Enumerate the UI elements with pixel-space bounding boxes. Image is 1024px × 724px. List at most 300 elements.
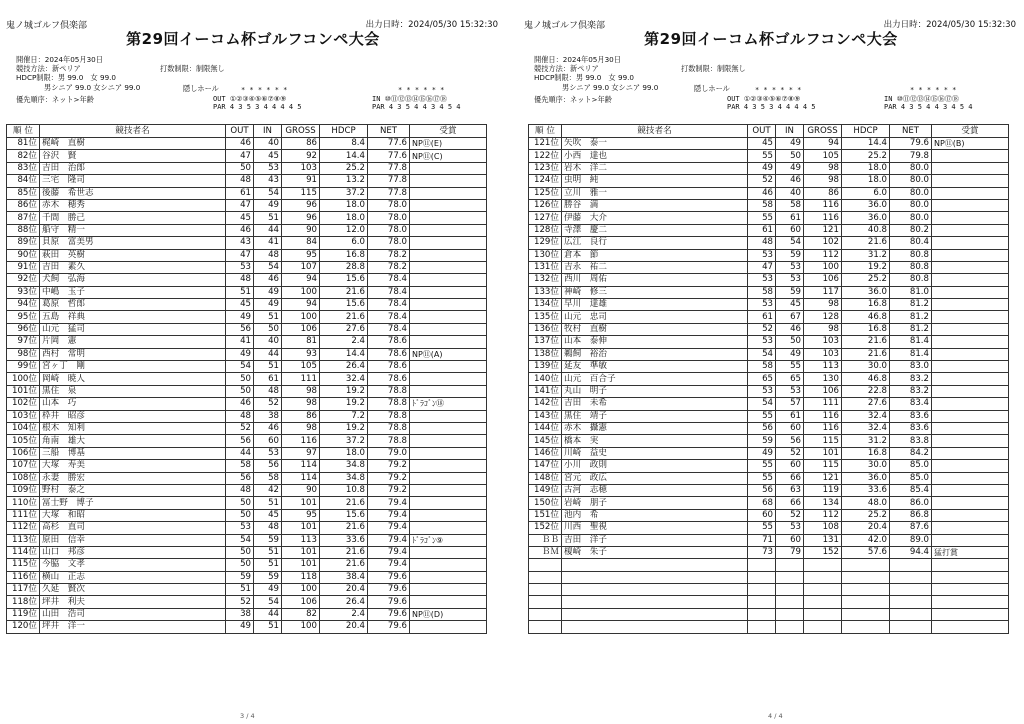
net-cell: 79.8 [890, 150, 932, 162]
name-cell: 山田 浩司 [40, 608, 226, 620]
empty-cell [562, 621, 748, 633]
net-cell: 94.4 [890, 546, 932, 558]
rank-cell: 85位 [7, 187, 40, 199]
hdcp-cell: 2.4 [320, 608, 368, 620]
name-cell: 橋本 実 [562, 435, 748, 447]
in-cell: 60 [776, 224, 804, 236]
out-cell: 49 [226, 621, 254, 633]
in-cell: 59 [776, 249, 804, 261]
net-cell: 77.6 [368, 138, 410, 150]
empty-cell [890, 559, 932, 571]
empty-cell [776, 596, 804, 608]
hdcp-cell: 8.4 [320, 138, 368, 150]
gross-cell: 100 [804, 261, 842, 273]
rank-cell: 88位 [7, 224, 40, 236]
rank-cell: 150位 [529, 497, 562, 509]
gross-cell: 100 [282, 584, 320, 596]
out-cell: 41 [226, 336, 254, 348]
award-cell [932, 398, 1009, 410]
rank-cell: 112位 [7, 522, 40, 534]
in-cell: 63 [776, 484, 804, 496]
in-cell: 48 [254, 249, 282, 261]
award-cell [410, 261, 487, 273]
rank-cell: 113位 [7, 534, 40, 546]
in-cell: 55 [776, 361, 804, 373]
hdcp-cell: 21.6 [320, 522, 368, 534]
in-cell: 54 [776, 237, 804, 249]
in-cell: 49 [254, 299, 282, 311]
net-cell: 79.2 [368, 484, 410, 496]
header-gross: GROSS [282, 125, 320, 138]
empty-cell [804, 584, 842, 596]
hdcp-cell: 30.0 [842, 460, 890, 472]
empty-cell [932, 571, 1009, 583]
name-cell: 寺澤 慶二 [562, 224, 748, 236]
rank-cell: 102位 [7, 398, 40, 410]
in-cell: 45 [254, 150, 282, 162]
empty-cell [932, 608, 1009, 620]
hdcp-cell: 18.0 [320, 212, 368, 224]
empty-cell [842, 584, 890, 596]
gross-cell: 113 [804, 361, 842, 373]
gross-cell: 111 [282, 373, 320, 385]
net-cell: 79.4 [368, 522, 410, 534]
net-cell: 79.4 [368, 509, 410, 521]
out-cell: 48 [226, 274, 254, 286]
table-row [7, 571, 487, 583]
award-cell [932, 385, 1009, 397]
table-row [529, 361, 1009, 373]
out-cell: 55 [748, 472, 776, 484]
priority-order: 優先順序：ネット>年齢 [534, 94, 612, 104]
gross-cell: 130 [804, 373, 842, 385]
hdcp-cell: 18.0 [320, 199, 368, 211]
out-cell: 52 [226, 422, 254, 434]
table-row [529, 286, 1009, 298]
results-body [529, 138, 1009, 634]
name-cell: 高杉 直司 [40, 522, 226, 534]
out-cell: 49 [748, 162, 776, 174]
out-cell: 71 [748, 534, 776, 546]
empty-cell [529, 621, 562, 633]
empty-cell [776, 608, 804, 620]
table-row [7, 410, 487, 422]
net-cell: 77.8 [368, 175, 410, 187]
award-cell [932, 286, 1009, 298]
hdcp-cell: 32.4 [842, 422, 890, 434]
in-cell: 46 [254, 274, 282, 286]
name-cell: 坪井 利夫 [40, 596, 226, 608]
hdcp-cell: 21.6 [842, 336, 890, 348]
award-cell [932, 323, 1009, 335]
gross-cell: 121 [804, 472, 842, 484]
gross-cell: 100 [282, 621, 320, 633]
hdcp-limit-senior: 男シニア 99.0 女シニア 99.0 [44, 82, 141, 92]
output-datetime: 出力日時：2024/05/30 15:32:30 [365, 20, 498, 30]
gross-cell: 116 [804, 212, 842, 224]
award-cell: NP⑪(B) [932, 138, 1009, 150]
table-row [529, 224, 1009, 236]
out-par: PAR 4 3 5 3 4 4 4 4 5 [727, 103, 816, 112]
out-cell: 60 [748, 509, 776, 521]
hdcp-cell: 25.2 [842, 150, 890, 162]
hdcp-cell: 27.6 [842, 398, 890, 410]
award-cell: ﾄﾞﾗｺﾞﾝ⑱ [410, 398, 487, 410]
name-cell: 梶崎 直樹 [40, 138, 226, 150]
hdcp-cell: 37.2 [320, 435, 368, 447]
award-cell [932, 373, 1009, 385]
in-cell: 57 [776, 398, 804, 410]
event-date: 開催日：2024年05月30日 [16, 55, 103, 64]
rank-cell: 86位 [7, 199, 40, 211]
hdcp-cell: 20.4 [842, 522, 890, 534]
empty-cell [562, 608, 748, 620]
table-row [529, 274, 1009, 286]
in-cell: 45 [776, 299, 804, 311]
name-cell: 吉田 治郎 [40, 162, 226, 174]
net-cell: 79.0 [368, 447, 410, 459]
out-cell: 56 [748, 422, 776, 434]
net-cell: 79.6 [368, 596, 410, 608]
net-cell: 80.0 [890, 187, 932, 199]
table-row [529, 311, 1009, 323]
award-cell [410, 286, 487, 298]
in-cell: 48 [254, 522, 282, 534]
hdcp-cell: 18.0 [320, 447, 368, 459]
table-row [529, 212, 1009, 224]
net-cell: 78.4 [368, 311, 410, 323]
table-row [529, 237, 1009, 249]
out-cell: 46 [748, 187, 776, 199]
net-cell: 80.4 [890, 237, 932, 249]
gross-cell: 108 [804, 522, 842, 534]
table-row [529, 435, 1009, 447]
table-row [7, 286, 487, 298]
in-cell: 53 [254, 162, 282, 174]
net-cell: 85.0 [890, 472, 932, 484]
name-cell: 倉本 節 [562, 249, 748, 261]
award-cell: NP⑪(E) [410, 138, 487, 150]
name-cell: 宮ヶ丁 剛 [40, 361, 226, 373]
net-cell: 78.2 [368, 261, 410, 273]
net-cell: 77.8 [368, 162, 410, 174]
out-cell: 61 [226, 187, 254, 199]
award-cell [932, 261, 1009, 273]
name-cell: 古河 志穂 [562, 484, 748, 496]
gross-cell: 94 [804, 138, 842, 150]
name-cell: 立川 雅一 [562, 187, 748, 199]
in-cell: 56 [776, 435, 804, 447]
in-cell: 59 [776, 286, 804, 298]
hdcp-cell: 13.2 [320, 175, 368, 187]
hdcp-cell: 46.8 [842, 373, 890, 385]
rank-cell: 95位 [7, 311, 40, 323]
table-row [7, 187, 487, 199]
in-cell: 49 [254, 199, 282, 211]
out-cell: 58 [748, 361, 776, 373]
in-cell: 50 [776, 150, 804, 162]
rank-cell: 143位 [529, 410, 562, 422]
in-par: PAR 4 3 5 4 4 3 4 5 4 [884, 103, 973, 112]
rank-cell: 146位 [529, 447, 562, 459]
name-cell: 岡崎 暁人 [40, 373, 226, 385]
header-in: IN [254, 125, 282, 138]
table-row [529, 138, 1009, 150]
hidden-hole-stars-out: * * * * * * [755, 86, 802, 94]
name-cell: 山元 忠司 [562, 311, 748, 323]
hdcp-cell: 25.2 [320, 162, 368, 174]
gross-cell: 92 [282, 150, 320, 162]
name-cell: 黒住 泉 [40, 385, 226, 397]
hdcp-cell: 42.0 [842, 534, 890, 546]
in-cell: 53 [776, 385, 804, 397]
out-cell: 52 [748, 175, 776, 187]
out-cell: 54 [226, 361, 254, 373]
rank-cell: 90位 [7, 249, 40, 261]
name-cell: 山口 邦彦 [40, 546, 226, 558]
table-row [7, 175, 487, 187]
name-cell: 赤木 攝憲 [562, 422, 748, 434]
out-cell: 38 [226, 608, 254, 620]
award-cell [932, 522, 1009, 534]
in-cell: 51 [254, 559, 282, 571]
holes-in [884, 86, 973, 112]
net-cell: 77.8 [368, 187, 410, 199]
out-cell: 45 [748, 138, 776, 150]
net-cell: 78.4 [368, 299, 410, 311]
table-row [529, 534, 1009, 546]
out-cell: 49 [226, 311, 254, 323]
table-row [529, 373, 1009, 385]
net-cell: 78.0 [368, 212, 410, 224]
gross-cell: 112 [804, 509, 842, 521]
header-out: OUT [226, 125, 254, 138]
rank-cell: 149位 [529, 484, 562, 496]
name-cell: 吉田 未希 [562, 398, 748, 410]
out-cell: 46 [226, 224, 254, 236]
in-cell: 58 [254, 472, 282, 484]
hdcp-cell: 21.6 [320, 559, 368, 571]
net-cell: 78.0 [368, 224, 410, 236]
gross-cell: 116 [804, 199, 842, 211]
event-info [534, 55, 658, 104]
out-cell: 59 [226, 571, 254, 583]
award-cell [932, 274, 1009, 286]
rank-cell: 82位 [7, 150, 40, 162]
name-cell: 山元 猛司 [40, 323, 226, 335]
out-cell: 56 [226, 323, 254, 335]
net-cell: 83.4 [890, 398, 932, 410]
out-cell: 73 [748, 546, 776, 558]
out-cell: 59 [748, 435, 776, 447]
award-cell [410, 373, 487, 385]
table-row [7, 348, 487, 360]
net-cell: 78.6 [368, 373, 410, 385]
name-cell: 根木 知利 [40, 422, 226, 434]
table-row [529, 509, 1009, 521]
hdcp-cell: 26.4 [320, 596, 368, 608]
name-cell: 葛原 哲郎 [40, 299, 226, 311]
rank-cell: 100位 [7, 373, 40, 385]
out-cell: 53 [748, 249, 776, 261]
hdcp-cell: 36.0 [842, 286, 890, 298]
in-cell: 58 [776, 199, 804, 211]
net-cell: 78.6 [368, 348, 410, 360]
header-rank: 順 位 [7, 125, 40, 138]
award-cell [410, 162, 487, 174]
hdcp-cell: 46.8 [842, 311, 890, 323]
gross-cell: 134 [804, 497, 842, 509]
name-cell: 宮元 政広 [562, 472, 748, 484]
table-row [529, 199, 1009, 211]
gross-cell: 94 [282, 274, 320, 286]
in-cell: 45 [254, 509, 282, 521]
table-row [7, 596, 487, 608]
in-cell: 53 [776, 274, 804, 286]
table-row [7, 150, 487, 162]
table-row [529, 261, 1009, 273]
out-cell: 48 [748, 237, 776, 249]
rank-cell: 96位 [7, 323, 40, 335]
gross-cell: 95 [282, 509, 320, 521]
competition-method: 競技方法：新ペリア [534, 64, 599, 74]
rank-cell: 97位 [7, 336, 40, 348]
empty-cell [842, 571, 890, 583]
out-cell: 47 [226, 249, 254, 261]
in-cell: 51 [254, 361, 282, 373]
hdcp-cell: 6.0 [842, 187, 890, 199]
gross-cell: 101 [282, 559, 320, 571]
gross-cell: 81 [282, 336, 320, 348]
net-cell: 83.0 [890, 361, 932, 373]
name-cell: 大塚 和昭 [40, 509, 226, 521]
award-cell [410, 224, 487, 236]
rank-cell: 98位 [7, 348, 40, 360]
name-cell: 岩崎 朋子 [562, 497, 748, 509]
in-cell: 66 [776, 497, 804, 509]
rank-cell: 87位 [7, 212, 40, 224]
award-cell [932, 237, 1009, 249]
table-row [7, 212, 487, 224]
table-row [7, 299, 487, 311]
award-cell [410, 311, 487, 323]
header-name: 競技者名 [40, 125, 226, 138]
results-page-3 [0, 0, 506, 724]
gross-cell: 152 [804, 546, 842, 558]
out-cell: 56 [226, 472, 254, 484]
gross-cell: 106 [804, 385, 842, 397]
table-row [7, 447, 487, 459]
rank-cell: 131位 [529, 261, 562, 273]
rank-cell: 94位 [7, 299, 40, 311]
table-row [529, 410, 1009, 422]
out-cell: 53 [748, 274, 776, 286]
gross-cell: 118 [282, 571, 320, 583]
out-cell: 49 [748, 447, 776, 459]
name-cell: 横山 正志 [40, 571, 226, 583]
empty-cell [932, 584, 1009, 596]
name-cell: 赤木 穂秀 [40, 199, 226, 211]
hdcp-cell: 19.2 [320, 385, 368, 397]
empty-cell [748, 571, 776, 583]
empty-cell [776, 571, 804, 583]
hdcp-cell: 19.2 [842, 261, 890, 273]
table-row [529, 187, 1009, 199]
out-cell: 53 [226, 261, 254, 273]
hdcp-cell: 57.6 [842, 546, 890, 558]
gross-cell: 116 [804, 422, 842, 434]
out-cell: 47 [226, 199, 254, 211]
hdcp-cell: 16.8 [320, 249, 368, 261]
table-row [7, 162, 487, 174]
gross-cell: 86 [804, 187, 842, 199]
gross-cell: 116 [282, 435, 320, 447]
in-cell: 49 [776, 162, 804, 174]
table-row [7, 361, 487, 373]
empty-row [529, 559, 1009, 571]
gross-cell: 90 [282, 484, 320, 496]
award-cell [932, 299, 1009, 311]
name-cell: 矢吹 泰一 [562, 138, 748, 150]
rank-cell: 120位 [7, 621, 40, 633]
name-cell: 山本 巧 [40, 398, 226, 410]
in-cell: 60 [254, 435, 282, 447]
net-cell: 78.8 [368, 422, 410, 434]
table-row [7, 497, 487, 509]
net-cell: 81.4 [890, 348, 932, 360]
gross-cell: 100 [282, 286, 320, 298]
out-cell: 46 [226, 138, 254, 150]
gross-cell: 91 [282, 175, 320, 187]
empty-cell [776, 621, 804, 633]
hdcp-cell: 48.0 [842, 497, 890, 509]
name-cell: 神崎 修三 [562, 286, 748, 298]
empty-cell [804, 596, 842, 608]
table-row [529, 522, 1009, 534]
name-cell: 三船 博基 [40, 447, 226, 459]
in-cell: 40 [254, 138, 282, 150]
table-row [529, 497, 1009, 509]
gross-cell: 100 [282, 311, 320, 323]
award-cell [410, 435, 487, 447]
award-cell [410, 274, 487, 286]
header-award: 受賞 [410, 125, 487, 138]
award-cell [410, 559, 487, 571]
hdcp-cell: 34.8 [320, 460, 368, 472]
empty-cell [748, 608, 776, 620]
out-cell: 48 [226, 484, 254, 496]
table-row [529, 249, 1009, 261]
empty-cell [842, 559, 890, 571]
award-cell [932, 311, 1009, 323]
header-gross: GROSS [804, 125, 842, 138]
empty-row [529, 608, 1009, 620]
out-cell: 49 [226, 348, 254, 360]
out-cell: 44 [226, 447, 254, 459]
out-cell: 52 [748, 323, 776, 335]
name-cell: 小川 政則 [562, 460, 748, 472]
hdcp-cell: 18.0 [842, 162, 890, 174]
empty-row [529, 596, 1009, 608]
in-cell: 52 [776, 447, 804, 459]
net-cell: 80.8 [890, 249, 932, 261]
out-cell: 65 [748, 373, 776, 385]
name-cell: 今脇 文孝 [40, 559, 226, 571]
out-cell: 50 [226, 546, 254, 558]
table-row [7, 249, 487, 261]
award-cell [410, 596, 487, 608]
hdcp-cell: 31.2 [842, 249, 890, 261]
